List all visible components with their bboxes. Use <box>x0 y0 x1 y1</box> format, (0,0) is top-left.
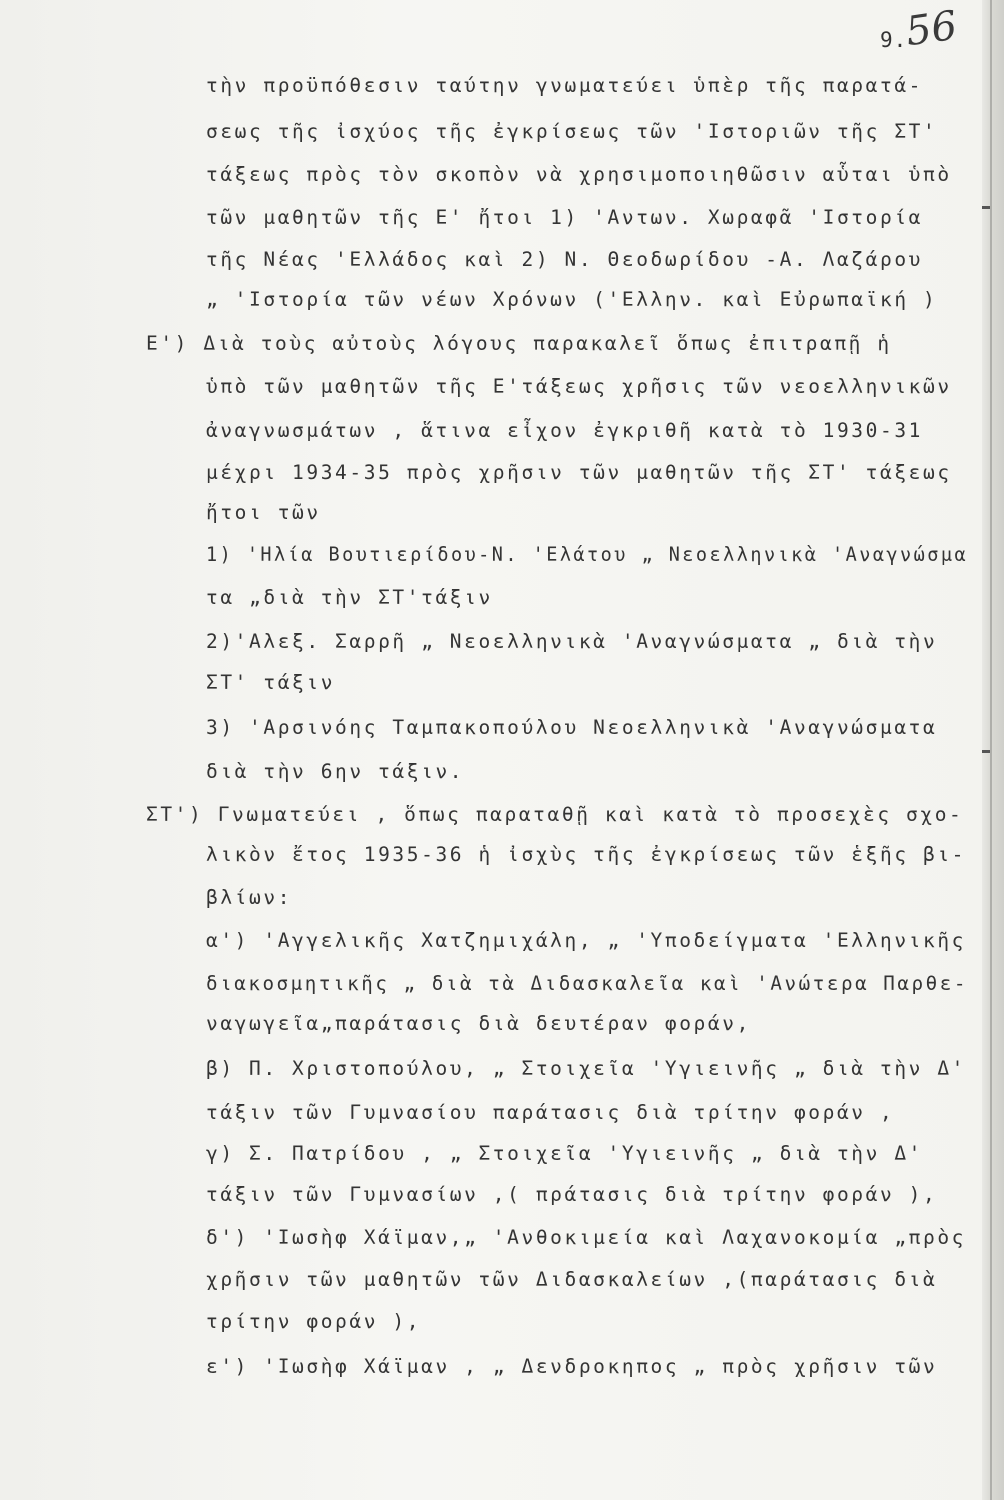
text-line: ναγωγεῖα„παράτασις διὰ δευτέραν φοράν, <box>206 1012 751 1035</box>
text-line: διακοσμητικῆς „ διὰ τὰ Διδασκαλεῖα καὶ 'Ανώτερα Παρθε- <box>206 972 968 995</box>
text-line: σεως τῆς ἰσχύος τῆς ἐγκρίσεως τῶν 'Ιστοριῶν τῆς ΣΤ' <box>206 120 938 143</box>
text-line: 2)'Αλεξ. Σαρρῆ „ Νεοελληνικὰ 'Αναγνώσματα „ διὰ τὴν <box>206 630 938 653</box>
text-line: δ') 'Ιωσὴφ Χάϊμαν,„ 'Ανθοκιμεία καὶ Λαχανοκομία „πρὸς <box>206 1226 967 1249</box>
text-line: τα „διὰ τὴν ΣΤ'τάξιν <box>206 586 493 609</box>
text-line: 3) 'Αρσινόης Ταμπακοπούλου Νεοελληνικὰ 'Αναγνώσματα <box>206 716 938 739</box>
edge-mark <box>982 206 990 209</box>
text-line: 1) 'Ηλία Βουτιερίδου-Ν. 'Ελάτου „ Νεοελληνικὰ 'Αναγνώσμα <box>206 543 969 566</box>
text-line: ἤτοι τῶν <box>206 501 321 524</box>
edge-mark <box>982 750 990 753</box>
text-line: τάξιν τῶν Γυμνασίων ,( πράτασις διὰ τρίτην φοράν ), <box>206 1183 938 1206</box>
text-line: λικὸν ἔτος 1935-36 ἡ ἰσχὺς τῆς ἐγκρίσεως τῶν ἑξῆς βι- <box>206 843 967 866</box>
text-line: ΣΤ' τάξιν <box>206 671 336 694</box>
text-line: α') 'Αγγελικῆς Χατζημιχάλη, „ 'Υποδείγματα 'Ελληνικῆς <box>206 929 967 952</box>
text-line: γ) Σ. Πατρίδου , „ Στοιχεῖα 'Υγιεινῆς „ διὰ τὴν Δ' <box>206 1142 923 1165</box>
text-line: „ 'Ιστορία τῶν νέων Χρόνων ('Ελλην. καὶ Εὐρωπαϊκή ) <box>206 288 938 311</box>
text-line: μέχρι 1934-35 πρὸς χρῆσιν τῶν μαθητῶν τῆς ΣΤ' τάξεως <box>206 461 952 484</box>
text-line: Ε') Διὰ τοὺς αὐτοὺς λόγους παρακαλεῖ ὅπως ἐπιτραπῇ ἡ <box>146 332 892 355</box>
page-edge-line <box>990 0 992 1500</box>
text-line: τῆς Νέας 'Ελλάδος καὶ 2) Ν. Θεοδωρίδου -Α. Λαζάρου <box>206 248 923 271</box>
text-line: ἀναγνωσμάτων , ἅτινα εἶχον ἐγκριθῆ κατὰ τὸ 1930-31 <box>206 419 923 442</box>
handwritten-page-number: 56 <box>903 2 960 56</box>
text-line: ὑπὸ τῶν μαθητῶν τῆς Ε'τάξεως χρῆσις τῶν νεοελληνικῶν <box>206 375 952 398</box>
text-line: ΣΤ') Γνωματεύει , ὅπως παραταθῇ καὶ κατὰ τὸ προσεχὲς σχο- <box>146 803 964 826</box>
text-line: τῶν μαθητῶν τῆς Ε' ἤτοι 1) 'Αντων. Χωραφᾶ 'Ιστορία <box>206 206 923 229</box>
text-line: τρίτην φοράν ), <box>206 1310 422 1333</box>
text-line: βλίων: <box>206 886 293 909</box>
text-line: τάξεως πρὸς τὸν σκοπὸν νὰ χρησιμοποιηθῶσιν αὗται ὑπὸ <box>206 163 952 186</box>
text-line: διὰ τὴν 6ην τάξιν. <box>206 760 465 783</box>
text-line: χρῆσιν τῶν μαθητῶν τῶν Διδασκαλείων ,(παράτασις διὰ <box>206 1268 938 1291</box>
text-line: ε') 'Ιωσὴφ Χάϊμαν , „ Δενδροκηπος „ πρὸς χρῆσιν τῶν <box>206 1355 938 1378</box>
text-line: β) Π. Χριστοπούλου, „ Στοιχεῖα 'Υγιεινῆς „ διὰ τὴν Δ' <box>206 1057 967 1080</box>
text-line: τάξιν τῶν Γυμνασίου παράτασις διὰ τρίτην φοράν , <box>206 1101 895 1124</box>
page-number: 9. <box>880 28 908 52</box>
text-line: τὴν προϋπόθεσιν ταύτην γνωματεύει ὑπὲρ τῆς παρατά- <box>206 74 923 97</box>
